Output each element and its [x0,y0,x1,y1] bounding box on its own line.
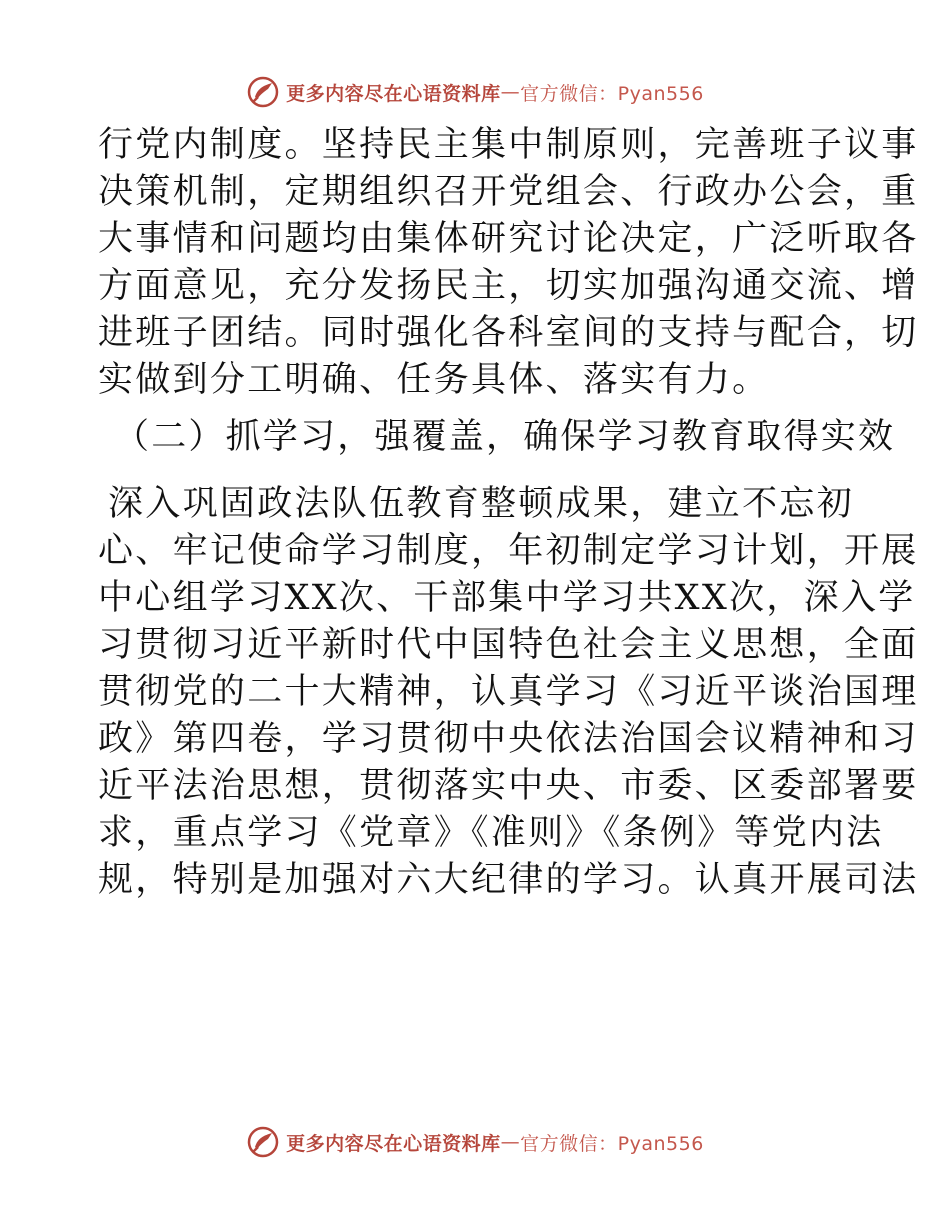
text-line: 方面意见，充分发扬民主，切实加强沟通交流、增 [98,266,919,306]
text-line: 进班子团结。同时强化各科室间的支持与配合，切 [98,313,919,353]
text-line: 决策机制，定期组织召开党组会、行政办公会，重 [98,172,919,212]
watermark-dash: — [500,1131,521,1153]
text-line: 行党内制度。坚持民主集中制原则，完善班子议事 [98,125,919,165]
watermark-contact: 官方微信：Pyan556 [520,1132,704,1155]
watermark-text: 更多内容尽在心语资料库 [286,82,501,105]
watermark-logo-icon [246,75,280,109]
text-line: 近平法治思想，贯彻落实中央、市委、区委部署要 [98,766,919,806]
text-line: 心、牢记使命学习制度，年初制定学习计划，开展 [98,531,919,571]
document-body [98,122,919,904]
watermark-contact: 官方微信：Pyan556 [520,82,704,105]
paragraph-1 [98,122,919,404]
text-line: 政》第四卷，学习贯彻中央依法治国会议精神和习 [98,719,919,759]
text-line: 实做到分工明确、任务具体、落实有力。 [98,360,770,400]
text-line: 中心组学习XX次、干部集中学习共XX次，深入学 [98,578,916,618]
watermark-text: 更多内容尽在心语资料库 [286,1132,501,1155]
section-heading: （二）抓学习，强覆盖，确保学习教育取得实效 [114,417,896,457]
paragraph-2 [98,481,919,904]
text-line: 大事情和问题均由集体研究讨论决定，广泛听取各 [98,219,919,259]
text-line: 求，重点学习《党章》《准则》《条例》等党内法 [98,813,884,853]
text-line: 贯彻党的二十大精神，认真学习《习近平谈治国理 [98,672,919,712]
watermark-logo-icon [246,1125,280,1159]
text-line: 习贯彻习近平新时代中国特色社会主义思想，全面 [98,625,919,665]
text-line: 规，特别是加强对六大纪律的学习。认真开展司法 [98,860,919,900]
text-line: 深入巩固政法队伍教育整顿成果，建立不忘初 [108,484,855,524]
footer-watermark [0,1122,950,1162]
header-watermark [0,72,950,112]
watermark-dash: — [500,81,521,103]
